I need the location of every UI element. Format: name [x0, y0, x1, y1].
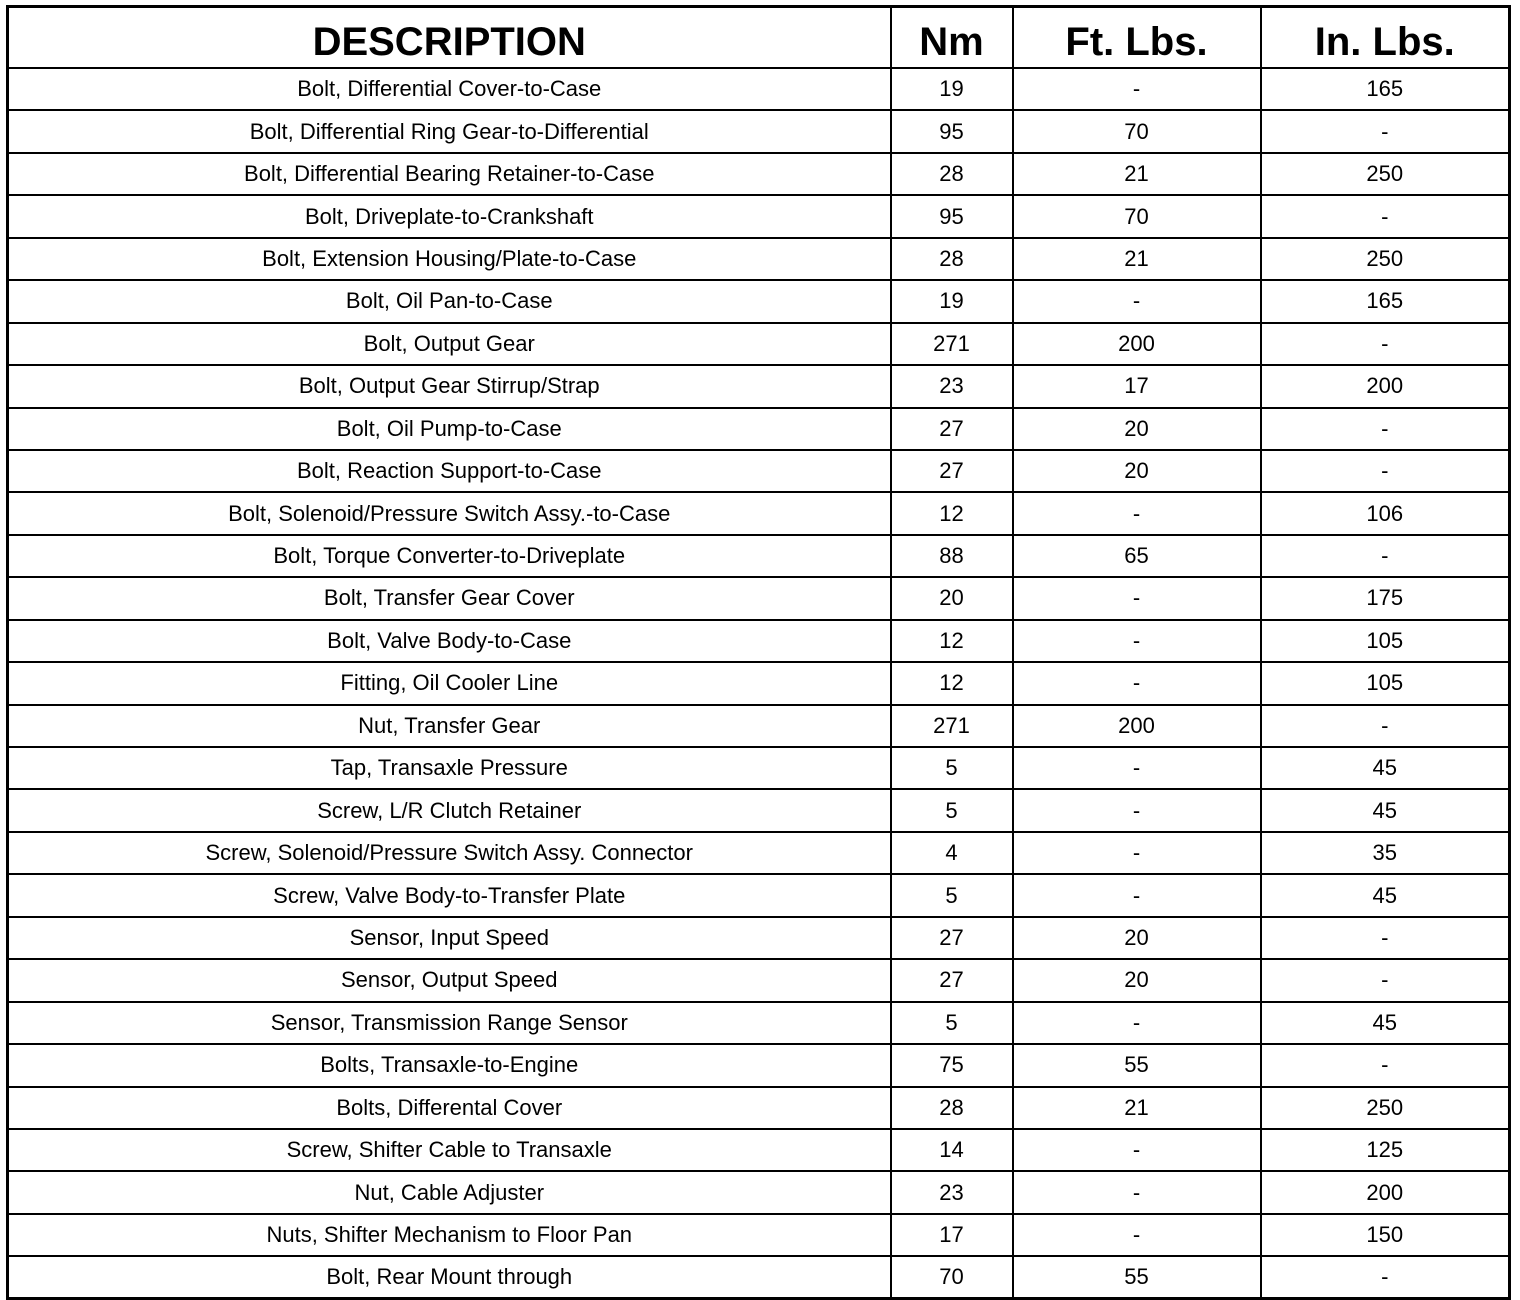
nm-cell: 88 — [891, 535, 1013, 577]
description-cell: Bolt, Output Gear Stirrup/Strap — [8, 365, 891, 407]
table-body — [8, 68, 1510, 1299]
in-lbs-cell: 45 — [1261, 789, 1510, 831]
in-lbs-cell: - — [1261, 959, 1510, 1001]
description-cell: Nut, Cable Adjuster — [8, 1171, 891, 1213]
nm-cell: 12 — [891, 492, 1013, 534]
in-lbs-cell: - — [1261, 408, 1510, 450]
description-cell: Fitting, Oil Cooler Line — [8, 662, 891, 704]
nm-cell: 23 — [891, 365, 1013, 407]
description-cell: Bolt, Reaction Support-to-Case — [8, 450, 891, 492]
in-lbs-cell: - — [1261, 195, 1510, 237]
in-lbs-cell: - — [1261, 110, 1510, 152]
ft-lbs-cell: - — [1013, 577, 1261, 619]
ft-lbs-cell: 21 — [1013, 1087, 1261, 1129]
in-lbs-cell: 165 — [1261, 280, 1510, 322]
description-cell: Sensor, Input Speed — [8, 917, 891, 959]
in-lbs-cell: - — [1261, 705, 1510, 747]
description-cell: Screw, Solenoid/Pressure Switch Assy. Connector — [8, 832, 891, 874]
ft-lbs-cell: - — [1013, 662, 1261, 704]
header-nm: Nm — [891, 7, 1013, 69]
description-cell: Bolt, Output Gear — [8, 323, 891, 365]
torque-spec-table — [6, 5, 1511, 1300]
description-cell: Bolts, Differental Cover — [8, 1087, 891, 1129]
in-lbs-cell: - — [1261, 450, 1510, 492]
table-row — [8, 1002, 1510, 1044]
table-row — [8, 492, 1510, 534]
table-row — [8, 662, 1510, 704]
ft-lbs-cell: 200 — [1013, 323, 1261, 365]
table-row — [8, 917, 1510, 959]
header-in-lbs: In. Lbs. — [1261, 7, 1510, 69]
in-lbs-cell: - — [1261, 917, 1510, 959]
table-row — [8, 620, 1510, 662]
table-row — [8, 323, 1510, 365]
nm-cell: 27 — [891, 450, 1013, 492]
nm-cell: 95 — [891, 110, 1013, 152]
in-lbs-cell: - — [1261, 1256, 1510, 1298]
description-cell: Sensor, Output Speed — [8, 959, 891, 1001]
nm-cell: 14 — [891, 1129, 1013, 1171]
in-lbs-cell: 200 — [1261, 365, 1510, 407]
description-cell: Bolt, Rear Mount through — [8, 1256, 891, 1298]
nm-cell: 27 — [891, 917, 1013, 959]
nm-cell: 5 — [891, 874, 1013, 916]
ft-lbs-cell: - — [1013, 1129, 1261, 1171]
ft-lbs-cell: - — [1013, 620, 1261, 662]
in-lbs-cell: 105 — [1261, 662, 1510, 704]
table-row — [8, 747, 1510, 789]
ft-lbs-cell: - — [1013, 492, 1261, 534]
description-cell: Screw, L/R Clutch Retainer — [8, 789, 891, 831]
ft-lbs-cell: 20 — [1013, 959, 1261, 1001]
in-lbs-cell: 150 — [1261, 1214, 1510, 1256]
table-row — [8, 195, 1510, 237]
nm-cell: 5 — [891, 747, 1013, 789]
nm-cell: 19 — [891, 280, 1013, 322]
header-row — [8, 7, 1510, 69]
ft-lbs-cell: - — [1013, 832, 1261, 874]
description-cell: Bolt, Solenoid/Pressure Switch Assy.-to-Case — [8, 492, 891, 534]
nm-cell: 5 — [891, 789, 1013, 831]
table-row — [8, 577, 1510, 619]
ft-lbs-cell: - — [1013, 1214, 1261, 1256]
description-cell: Bolts, Transaxle-to-Engine — [8, 1044, 891, 1086]
in-lbs-cell: - — [1261, 1044, 1510, 1086]
ft-lbs-cell: 20 — [1013, 917, 1261, 959]
nm-cell: 4 — [891, 832, 1013, 874]
table-row — [8, 789, 1510, 831]
in-lbs-cell: 45 — [1261, 874, 1510, 916]
description-cell: Screw, Shifter Cable to Transaxle — [8, 1129, 891, 1171]
description-cell: Bolt, Transfer Gear Cover — [8, 577, 891, 619]
table-row — [8, 1044, 1510, 1086]
description-cell: Bolt, Differential Bearing Retainer-to-Case — [8, 153, 891, 195]
table-row — [8, 1256, 1510, 1298]
table-row — [8, 238, 1510, 280]
nm-cell: 5 — [891, 1002, 1013, 1044]
nm-cell: 28 — [891, 1087, 1013, 1129]
description-cell: Bolt, Valve Body-to-Case — [8, 620, 891, 662]
nm-cell: 23 — [891, 1171, 1013, 1213]
table-header — [8, 7, 1510, 69]
ft-lbs-cell: 17 — [1013, 365, 1261, 407]
in-lbs-cell: 250 — [1261, 153, 1510, 195]
nm-cell: 12 — [891, 620, 1013, 662]
in-lbs-cell: 165 — [1261, 68, 1510, 110]
nm-cell: 271 — [891, 705, 1013, 747]
table-row — [8, 153, 1510, 195]
table-row — [8, 1087, 1510, 1129]
description-cell: Sensor, Transmission Range Sensor — [8, 1002, 891, 1044]
ft-lbs-cell: 70 — [1013, 195, 1261, 237]
ft-lbs-cell: - — [1013, 1171, 1261, 1213]
ft-lbs-cell: 20 — [1013, 450, 1261, 492]
table-row — [8, 68, 1510, 110]
in-lbs-cell: 45 — [1261, 747, 1510, 789]
table-row — [8, 365, 1510, 407]
table-row — [8, 874, 1510, 916]
table-row — [8, 280, 1510, 322]
ft-lbs-cell: 65 — [1013, 535, 1261, 577]
ft-lbs-cell: 200 — [1013, 705, 1261, 747]
table-row — [8, 832, 1510, 874]
nm-cell: 19 — [891, 68, 1013, 110]
description-cell: Screw, Valve Body-to-Transfer Plate — [8, 874, 891, 916]
ft-lbs-cell: - — [1013, 68, 1261, 110]
table-row — [8, 1171, 1510, 1213]
ft-lbs-cell: 21 — [1013, 238, 1261, 280]
description-cell: Bolt, Oil Pump-to-Case — [8, 408, 891, 450]
table-row — [8, 110, 1510, 152]
table-row — [8, 535, 1510, 577]
nm-cell: 27 — [891, 408, 1013, 450]
nm-cell: 271 — [891, 323, 1013, 365]
nm-cell: 70 — [891, 1256, 1013, 1298]
in-lbs-cell: 175 — [1261, 577, 1510, 619]
in-lbs-cell: 106 — [1261, 492, 1510, 534]
in-lbs-cell: 105 — [1261, 620, 1510, 662]
in-lbs-cell: - — [1261, 535, 1510, 577]
nm-cell: 28 — [891, 238, 1013, 280]
table-row — [8, 408, 1510, 450]
header-ft-lbs: Ft. Lbs. — [1013, 7, 1261, 69]
in-lbs-cell: 200 — [1261, 1171, 1510, 1213]
description-cell: Nut, Transfer Gear — [8, 705, 891, 747]
nm-cell: 20 — [891, 577, 1013, 619]
description-cell: Bolt, Torque Converter-to-Driveplate — [8, 535, 891, 577]
in-lbs-cell: 250 — [1261, 238, 1510, 280]
nm-cell: 27 — [891, 959, 1013, 1001]
nm-cell: 17 — [891, 1214, 1013, 1256]
nm-cell: 12 — [891, 662, 1013, 704]
in-lbs-cell: 35 — [1261, 832, 1510, 874]
description-cell: Bolt, Differential Cover-to-Case — [8, 68, 891, 110]
description-cell: Bolt, Driveplate-to-Crankshaft — [8, 195, 891, 237]
table-row — [8, 450, 1510, 492]
in-lbs-cell: 45 — [1261, 1002, 1510, 1044]
description-cell: Nuts, Shifter Mechanism to Floor Pan — [8, 1214, 891, 1256]
nm-cell: 75 — [891, 1044, 1013, 1086]
in-lbs-cell: - — [1261, 323, 1510, 365]
description-cell: Bolt, Extension Housing/Plate-to-Case — [8, 238, 891, 280]
table-row — [8, 705, 1510, 747]
nm-cell: 28 — [891, 153, 1013, 195]
in-lbs-cell: 125 — [1261, 1129, 1510, 1171]
ft-lbs-cell: 55 — [1013, 1256, 1261, 1298]
description-cell: Bolt, Differential Ring Gear-to-Differential — [8, 110, 891, 152]
table-row — [8, 959, 1510, 1001]
description-cell: Bolt, Oil Pan-to-Case — [8, 280, 891, 322]
header-description: DESCRIPTION — [8, 7, 891, 69]
table-row — [8, 1129, 1510, 1171]
ft-lbs-cell: 20 — [1013, 408, 1261, 450]
table-row — [8, 1214, 1510, 1256]
nm-cell: 95 — [891, 195, 1013, 237]
ft-lbs-cell: - — [1013, 789, 1261, 831]
ft-lbs-cell: 21 — [1013, 153, 1261, 195]
ft-lbs-cell: - — [1013, 874, 1261, 916]
ft-lbs-cell: - — [1013, 1002, 1261, 1044]
ft-lbs-cell: - — [1013, 280, 1261, 322]
in-lbs-cell: 250 — [1261, 1087, 1510, 1129]
ft-lbs-cell: 70 — [1013, 110, 1261, 152]
ft-lbs-cell: 55 — [1013, 1044, 1261, 1086]
description-cell: Tap, Transaxle Pressure — [8, 747, 891, 789]
ft-lbs-cell: - — [1013, 747, 1261, 789]
